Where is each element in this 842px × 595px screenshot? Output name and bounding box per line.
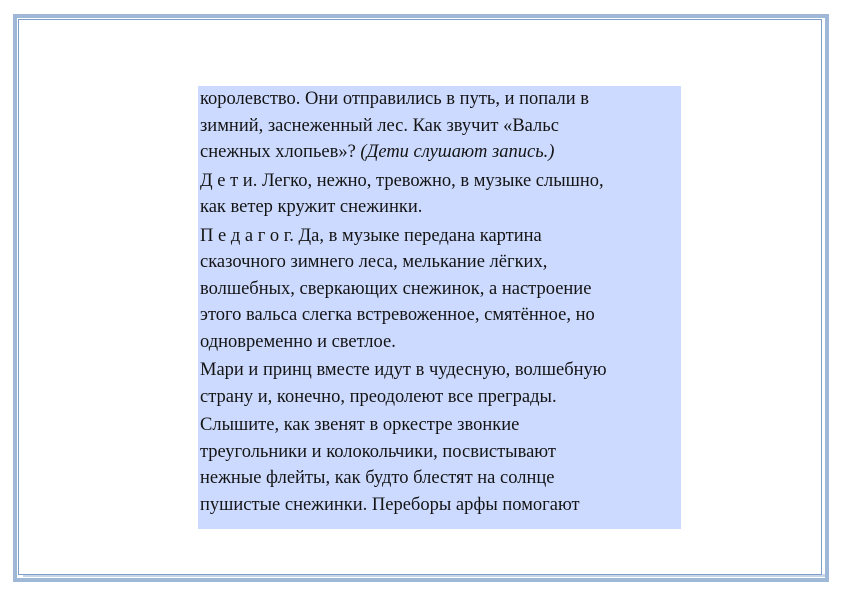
text-run: Да, в музыке передана картина (293, 225, 542, 246)
text-run: треугольники и колокольчики, посвистывают (200, 441, 556, 462)
text-line (200, 492, 681, 519)
text-run: Легко, нежно, тревожно, в музыке слышно, (257, 170, 604, 191)
text-run: страну и, конечно, преодолеют все преграды. (200, 386, 557, 407)
text-run: Мари и принц вместе идут в чудесную, волшебную (200, 360, 607, 380)
text-run: волшебных, сверкающих снежинок, а настроение (200, 278, 592, 299)
text-run: пушистые снежинки. Переборы арфы помогают (200, 494, 580, 515)
text-line (200, 249, 681, 276)
text-line (200, 302, 681, 329)
speaker-label: П е д а г о г. (200, 225, 294, 246)
text-line (200, 139, 681, 166)
text-line (200, 113, 681, 140)
text-line (200, 384, 681, 411)
paragraph-children (198, 168, 681, 221)
text-run: королевство. Они отправились в путь, и попали в (200, 89, 590, 109)
paragraph-mari (198, 357, 681, 410)
text-run: одновременно и светлое. (200, 331, 396, 352)
paragraph-orchestra (198, 412, 681, 518)
text-run: этого вальса слегка встревоженное, смятённое, но (200, 305, 595, 325)
paragraph-intro (198, 86, 681, 166)
text-line (200, 439, 681, 466)
text-box[interactable] (198, 86, 681, 529)
text-line (200, 194, 681, 221)
text-run: снежных хлопьев»? (200, 142, 361, 162)
text-line (200, 168, 681, 195)
text-line (200, 357, 681, 384)
text-run: как ветер кружит снежинки. (200, 197, 423, 217)
text-line (200, 86, 681, 113)
text-line (200, 329, 681, 356)
speaker-label: Д е т и. (200, 170, 258, 191)
text-line (200, 276, 681, 303)
text-run: Слышите, как звенят в оркестре звонкие (200, 415, 520, 435)
text-run: нежные флейты, как будто блестят на солнце (200, 468, 555, 488)
text-run: сказочного зимнего леса, мелькание лёгких, (200, 252, 548, 272)
text-line (200, 223, 681, 250)
paragraph-teacher (198, 223, 681, 356)
text-line (200, 412, 681, 439)
text-line (200, 465, 681, 492)
text-run: зимний, заснеженный лес. Как звучит «Вальс (200, 115, 559, 136)
stage-direction: (Дети слушают запись.) (360, 142, 555, 162)
